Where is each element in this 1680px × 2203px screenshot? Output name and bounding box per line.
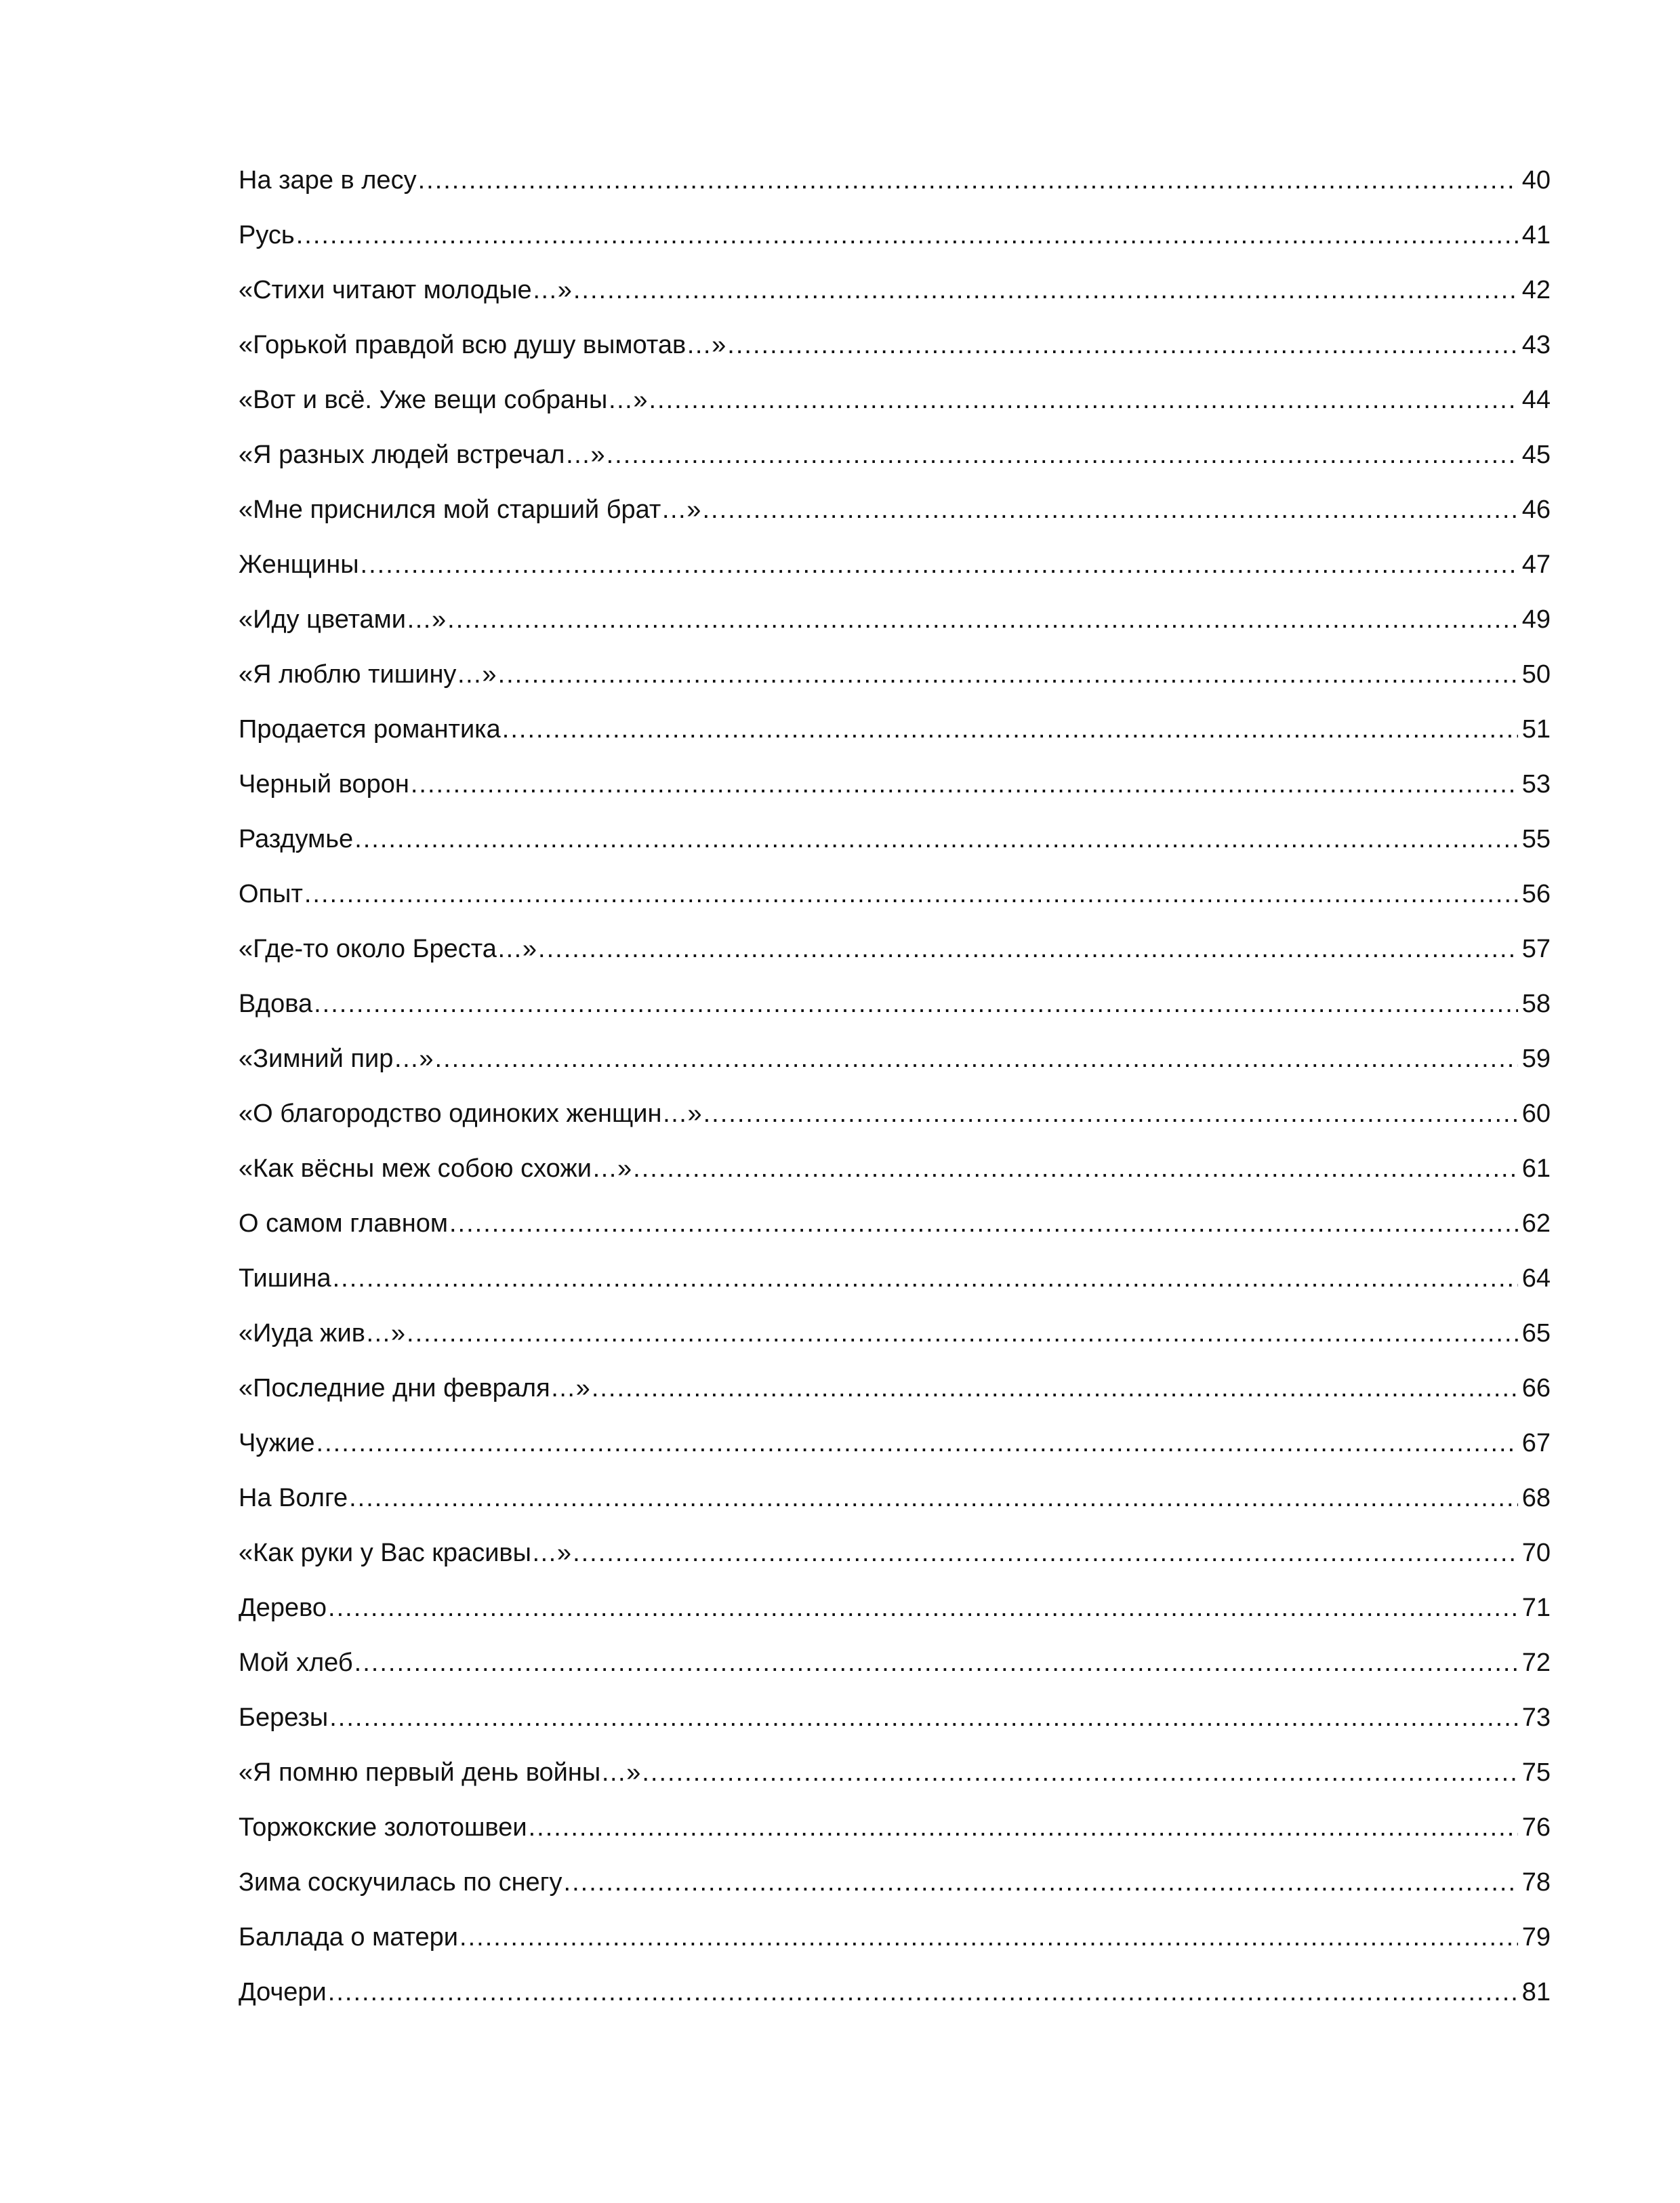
toc-entry-page-number: 66 <box>1521 1374 1551 1402</box>
toc-entry-page-number: 41 <box>1521 221 1551 249</box>
dot-leader <box>349 1478 1518 1518</box>
toc-entry[interactable] <box>239 1807 1551 1862</box>
toc-entry-page-number: 67 <box>1521 1429 1551 1457</box>
toc-entry-title: «Я люблю тишину…» <box>239 660 497 689</box>
dot-leader <box>633 1148 1518 1189</box>
toc-entry-page-number: 60 <box>1521 1099 1551 1128</box>
toc-entry[interactable] <box>239 1533 1551 1588</box>
toc-entry[interactable] <box>239 1258 1551 1313</box>
toc-entry-title: Черный ворон <box>239 770 409 799</box>
toc-entry[interactable] <box>239 160 1551 215</box>
toc-entry-title: «Горькой правдой всю душу вымотав…» <box>239 331 726 359</box>
toc-entry-page-number: 55 <box>1521 825 1551 853</box>
dot-leader <box>727 325 1517 365</box>
toc-entry-page-number: 45 <box>1521 441 1551 469</box>
dot-leader <box>333 1258 1518 1299</box>
toc-entry-page-number: 72 <box>1521 1649 1551 1677</box>
toc-entry-page-number: 53 <box>1521 770 1551 799</box>
toc-entry[interactable] <box>239 1148 1551 1203</box>
toc-entry-title: «Иду цветами…» <box>239 605 447 634</box>
toc-entry[interactable] <box>239 1423 1551 1478</box>
toc-entry-title: «Стихи читают молодые…» <box>239 276 572 304</box>
toc-entry-page-number: 44 <box>1521 386 1551 414</box>
toc-entry[interactable] <box>239 1752 1551 1807</box>
toc-entry[interactable] <box>239 270 1551 325</box>
toc-entry-title: На заре в лесу <box>239 166 417 195</box>
toc-entry[interactable] <box>239 325 1551 380</box>
toc-entry-page-number: 46 <box>1521 496 1551 524</box>
dot-leader <box>607 434 1518 475</box>
toc-entry-title: Продается романтика <box>239 715 501 744</box>
toc-entry[interactable] <box>239 709 1551 764</box>
toc-entry[interactable] <box>239 1697 1551 1752</box>
dot-leader <box>529 1807 1518 1848</box>
toc-entry-title: Опыт <box>239 880 303 908</box>
toc-entry[interactable] <box>239 1588 1551 1642</box>
dot-leader <box>573 270 1518 310</box>
toc-entry-page-number: 62 <box>1521 1209 1551 1238</box>
dot-leader <box>304 874 1518 914</box>
toc-entry-page-number: 61 <box>1521 1154 1551 1183</box>
dot-leader <box>418 160 1518 201</box>
toc-entry-title: «Как вёсны меж собою схожи…» <box>239 1154 632 1183</box>
dot-leader <box>354 819 1518 860</box>
dot-leader <box>411 764 1518 805</box>
toc-entry-page-number: 40 <box>1521 166 1551 195</box>
toc-entry[interactable] <box>239 929 1551 984</box>
dot-leader <box>329 1697 1517 1738</box>
dot-leader <box>642 1752 1517 1793</box>
dot-leader <box>498 654 1518 695</box>
toc-entry[interactable] <box>239 1478 1551 1533</box>
toc-entry-title: «Последние дни февраля…» <box>239 1374 590 1402</box>
toc-entry-page-number: 50 <box>1521 660 1551 689</box>
toc-entry[interactable] <box>239 1642 1551 1697</box>
dot-leader <box>592 1368 1518 1409</box>
dot-leader <box>573 1533 1518 1573</box>
toc-entry[interactable] <box>239 599 1551 654</box>
dot-leader <box>354 1642 1518 1683</box>
toc-entry-title: «О благородство одиноких женщин…» <box>239 1099 702 1128</box>
dot-leader <box>328 1588 1518 1628</box>
dot-leader <box>328 1972 1518 2013</box>
toc-entry-title: Зима соскучилась по снегу <box>239 1868 562 1897</box>
dot-leader <box>435 1038 1518 1079</box>
toc-entry[interactable] <box>239 215 1551 270</box>
toc-entry-title: О самом главном <box>239 1209 448 1238</box>
toc-entry-title: «Мне приснился мой старший брат…» <box>239 496 701 524</box>
dot-leader <box>538 929 1518 969</box>
toc-entry-title: Женщины <box>239 550 359 579</box>
toc-entry-page-number: 73 <box>1521 1703 1551 1732</box>
toc-entry-title: «Где-то около Бреста…» <box>239 935 537 963</box>
toc-entry-title: Тишина <box>239 1264 331 1293</box>
dot-leader <box>502 709 1518 750</box>
toc-entry-page-number: 51 <box>1521 715 1551 744</box>
toc-entry-title: Вдова <box>239 990 313 1018</box>
dot-leader <box>407 1313 1518 1354</box>
toc-entry-page-number: 81 <box>1521 1978 1551 2006</box>
toc-entry-title: Баллада о матери <box>239 1923 459 1952</box>
toc-entry[interactable] <box>239 1917 1551 1972</box>
toc-entry-page-number: 58 <box>1521 990 1551 1018</box>
toc-entry-page-number: 75 <box>1521 1758 1551 1787</box>
toc-entry-page-number: 76 <box>1521 1813 1551 1842</box>
toc-entry-title: Дерево <box>239 1594 327 1622</box>
toc-entry-page-number: 57 <box>1521 935 1551 963</box>
toc-entry[interactable] <box>239 764 1551 819</box>
toc-entry[interactable] <box>239 1038 1551 1093</box>
toc-entry-title: Чужие <box>239 1429 315 1457</box>
toc-entry[interactable] <box>239 1862 1551 1917</box>
toc-entry[interactable] <box>239 1203 1551 1258</box>
dot-leader <box>649 380 1518 420</box>
table-of-contents <box>239 160 1551 2027</box>
toc-entry-title: Мой хлеб <box>239 1649 353 1677</box>
toc-entry-page-number: 79 <box>1521 1923 1551 1952</box>
dot-leader <box>702 489 1517 530</box>
toc-entry-title: «Я помню первый день войны…» <box>239 1758 641 1787</box>
toc-entry-title: «Я разных людей встречал…» <box>239 441 605 469</box>
dot-leader <box>703 1093 1518 1134</box>
toc-entry[interactable] <box>239 434 1551 489</box>
toc-entry[interactable] <box>239 380 1551 434</box>
toc-entry[interactable] <box>239 489 1551 544</box>
toc-entry[interactable] <box>239 1368 1551 1423</box>
dot-leader <box>564 1862 1518 1903</box>
toc-entry-page-number: 78 <box>1521 1868 1551 1897</box>
toc-entry-title: «Как руки у Вас красивы…» <box>239 1539 572 1567</box>
toc-entry[interactable] <box>239 984 1551 1038</box>
dot-leader <box>296 215 1518 256</box>
toc-entry-page-number: 71 <box>1521 1594 1551 1622</box>
toc-entry[interactable] <box>239 1313 1551 1368</box>
toc-entry-page-number: 68 <box>1521 1484 1551 1512</box>
toc-entry-title: Русь <box>239 221 295 249</box>
toc-entry-page-number: 59 <box>1521 1045 1551 1073</box>
toc-entry[interactable] <box>239 1093 1551 1148</box>
dot-leader <box>361 544 1518 585</box>
toc-entry-title: На Волге <box>239 1484 348 1512</box>
dot-leader <box>459 1917 1518 1958</box>
toc-entry-title: «Вот и всё. Уже вещи собраны…» <box>239 386 648 414</box>
toc-entry-title: «Иуда жив…» <box>239 1319 406 1348</box>
toc-entry[interactable] <box>239 654 1551 709</box>
toc-entry-title: Раздумье <box>239 825 354 853</box>
toc-entry-title: Торжокские золотошвеи <box>239 1813 527 1842</box>
toc-entry[interactable] <box>239 1972 1551 2027</box>
toc-entry-page-number: 42 <box>1521 276 1551 304</box>
toc-entry-page-number: 43 <box>1521 331 1551 359</box>
toc-entry-page-number: 65 <box>1521 1319 1551 1348</box>
toc-entry-title: «Зимний пир…» <box>239 1045 434 1073</box>
toc-entry[interactable] <box>239 874 1551 929</box>
toc-entry-title: Березы <box>239 1703 329 1732</box>
toc-entry[interactable] <box>239 819 1551 874</box>
toc-entry-page-number: 56 <box>1521 880 1551 908</box>
dot-leader <box>316 1423 1518 1463</box>
toc-entry[interactable] <box>239 544 1551 599</box>
toc-entry-page-number: 49 <box>1521 605 1551 634</box>
toc-entry-page-number: 64 <box>1521 1264 1551 1293</box>
toc-entry-title: Дочери <box>239 1978 327 2006</box>
toc-entry-page-number: 47 <box>1521 550 1551 579</box>
dot-leader <box>447 599 1518 640</box>
toc-entry-page-number: 70 <box>1521 1539 1551 1567</box>
dot-leader <box>449 1203 1518 1244</box>
dot-leader <box>314 984 1518 1024</box>
